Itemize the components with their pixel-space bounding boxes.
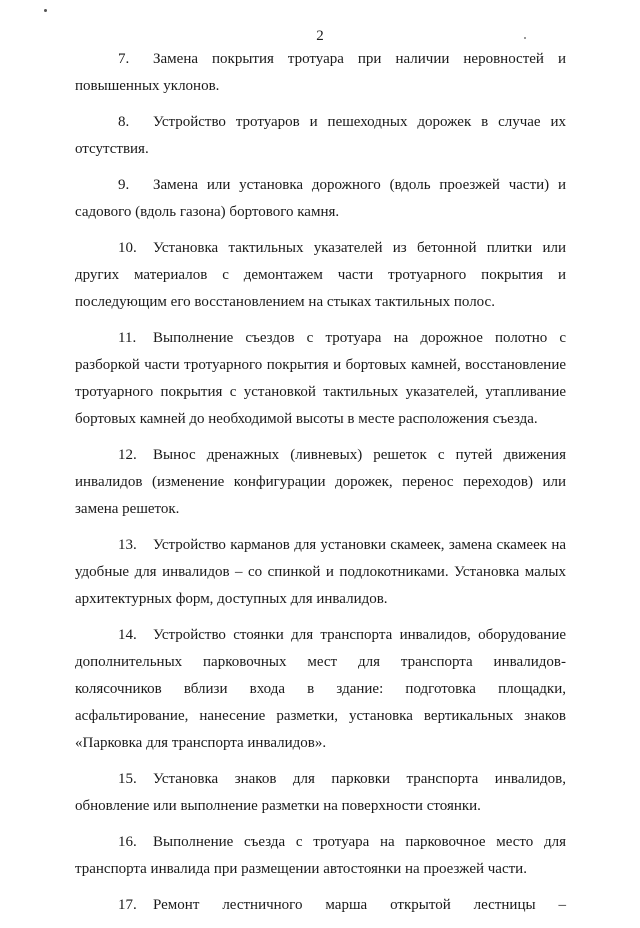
list-item: [75, 172, 566, 226]
item-text: Устройство тротуаров и пешеходных дорожек в случае их отсутствия.: [75, 114, 566, 157]
page-number: 2: [316, 28, 324, 44]
item-number: 14.: [118, 627, 137, 643]
list-item: [75, 235, 566, 316]
item-number: 16.: [118, 834, 137, 850]
list-item: [75, 325, 566, 433]
item-text: Ремонт лестничного марша открытой лестницы –: [153, 897, 566, 913]
item-text: Замена покрытия тротуара при наличии неровностей и повышенных уклонов.: [75, 51, 566, 94]
scan-speck: [44, 9, 47, 12]
item-number: 13.: [118, 537, 137, 553]
list-item: [75, 766, 566, 820]
list-item: [75, 892, 566, 919]
item-text: Устройство карманов для установки скамеек, замена скамеек на удобные для инвалидов – со спинкой и подлокотниками. Установка малых архитектурных форм, доступных для инвалидов.: [75, 537, 566, 607]
list-item: [75, 622, 566, 757]
item-text: Установка знаков для парковки транспорта инвалидов, обновление или выполнение разметки на поверхности стоянки.: [75, 771, 566, 814]
list-item: [75, 829, 566, 883]
item-number: 11.: [118, 330, 137, 346]
item-number: 17.: [118, 897, 137, 913]
item-number: 15.: [118, 771, 137, 787]
item-number: 10.: [118, 240, 137, 256]
list-item: [75, 46, 566, 100]
list-item: [75, 109, 566, 163]
item-text: Выполнение съездов с тротуара на дорожное полотно с разборкой части тротуарного покрытия и бортовых камней, восстановление тротуарного покрытия с установкой тактильных указателей, утапливание бортовых камней до необходимой высоты в месте расположения съезда.: [75, 330, 566, 427]
item-number: 9.: [118, 177, 130, 193]
item-text: Замена или установка дорожного (вдоль проезжей части) и садового (вдоль газона) бортового камня.: [75, 177, 566, 220]
list-item: [75, 442, 566, 523]
item-text: Вынос дренажных (ливневых) решеток с путей движения инвалидов (изменение конфигурации дорожек, перенос переходов) или замена решеток.: [75, 447, 566, 517]
item-number: 12.: [118, 447, 137, 463]
item-text: Установка тактильных указателей из бетонной плитки или других материалов с демонтажем части тротуарного покрытия и последующим его восстановлением на стыках тактильных полос.: [75, 240, 566, 310]
document-body: [75, 46, 566, 928]
item-text: Выполнение съезда с тротуара на парковочное место для транспорта инвалида при размещении автостоянки на проезжей части.: [75, 834, 566, 877]
list-item: [75, 532, 566, 613]
item-number: 7.: [118, 51, 130, 67]
item-number: 8.: [118, 114, 130, 130]
item-text: Устройство стоянки для транспорта инвалидов, оборудование дополнительных парковочных мест для транспорта инвалидов-колясочников вблизи входа в здание: подготовка площадки, асфальтирование, нанесение разметки, установка вертикальных знаков «Парковка для транспорта инвалидов».: [75, 627, 566, 751]
